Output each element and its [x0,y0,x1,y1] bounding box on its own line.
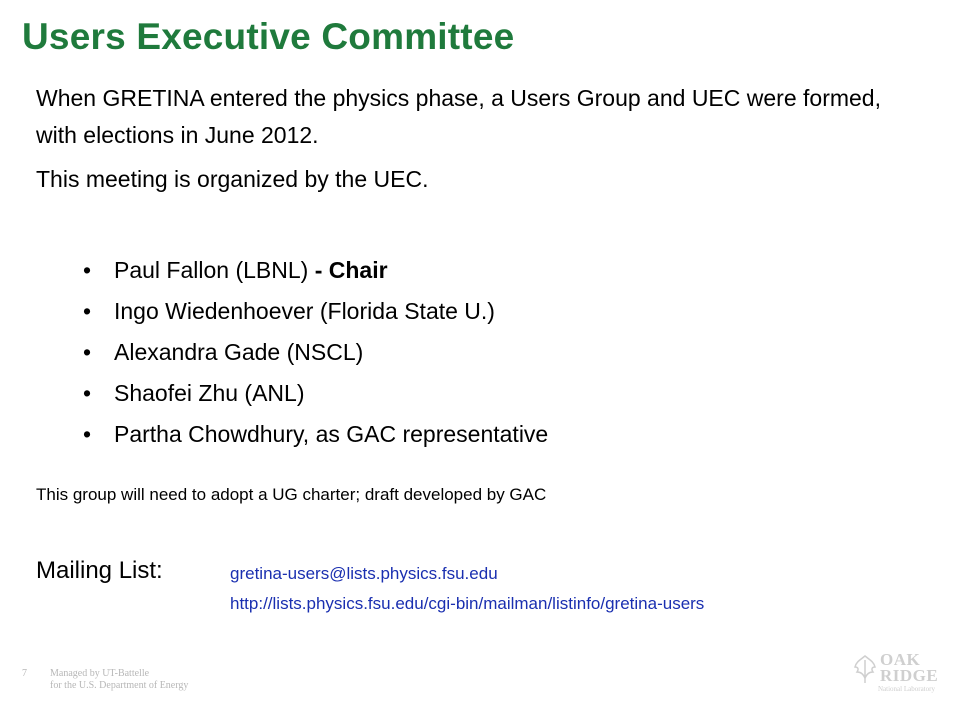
logo-word-oak: OAK [880,650,921,669]
bullet-icon: • [83,257,92,283]
intro-paragraph: When GRETINA entered the physics phase, a Users Group and UEC were formed, with elections in June 2012. [36,85,881,148]
bullet-icon: • [83,298,92,324]
mailing-list-url-link[interactable]: http://lists.physics.fsu.edu/cgi-bin/mailman/listinfo/gretina-users [230,594,705,613]
oak-ridge-logo [852,650,938,696]
mailing-list-label: Mailing List: [36,557,163,584]
member-item [83,414,548,455]
mailing-list-email-link[interactable]: gretina-users@lists.physics.fsu.edu [230,564,498,583]
member-name: Ingo Wiedenhoever (Florida State U.) [114,298,495,324]
member-name: Partha Chowdhury, as GAC representative [114,421,549,447]
member-name: Alexandra Gade (NSCL) [114,339,364,365]
member-item [83,373,548,414]
member-item [83,250,548,291]
footer-line-2: for the U.S. Department of Energy [50,680,189,691]
oak-leaf-icon [852,654,878,684]
bullet-icon: • [83,380,92,406]
logo-word-ridge: RIDGE [880,666,939,685]
charter-note: This group will need to adopt a UG charter; draft developed by GAC [36,485,547,504]
committee-member-list [83,250,548,455]
slide-number: 7 [22,668,27,679]
logo-subtitle: National Laboratory [878,685,935,693]
bullet-icon: • [83,339,92,365]
member-role: - Chair [314,257,388,283]
member-name: Paul Fallon (LBNL) [114,257,315,283]
slide-title: Users Executive Committee [22,16,515,57]
footer-line-1: Managed by UT-Battelle [50,668,150,679]
member-item [83,291,548,332]
member-item [83,332,548,373]
member-name: Shaofei Zhu (ANL) [114,380,305,406]
bullet-icon: • [83,421,92,447]
intro-paragraph-2: This meeting is organized by the UEC. [36,166,429,192]
